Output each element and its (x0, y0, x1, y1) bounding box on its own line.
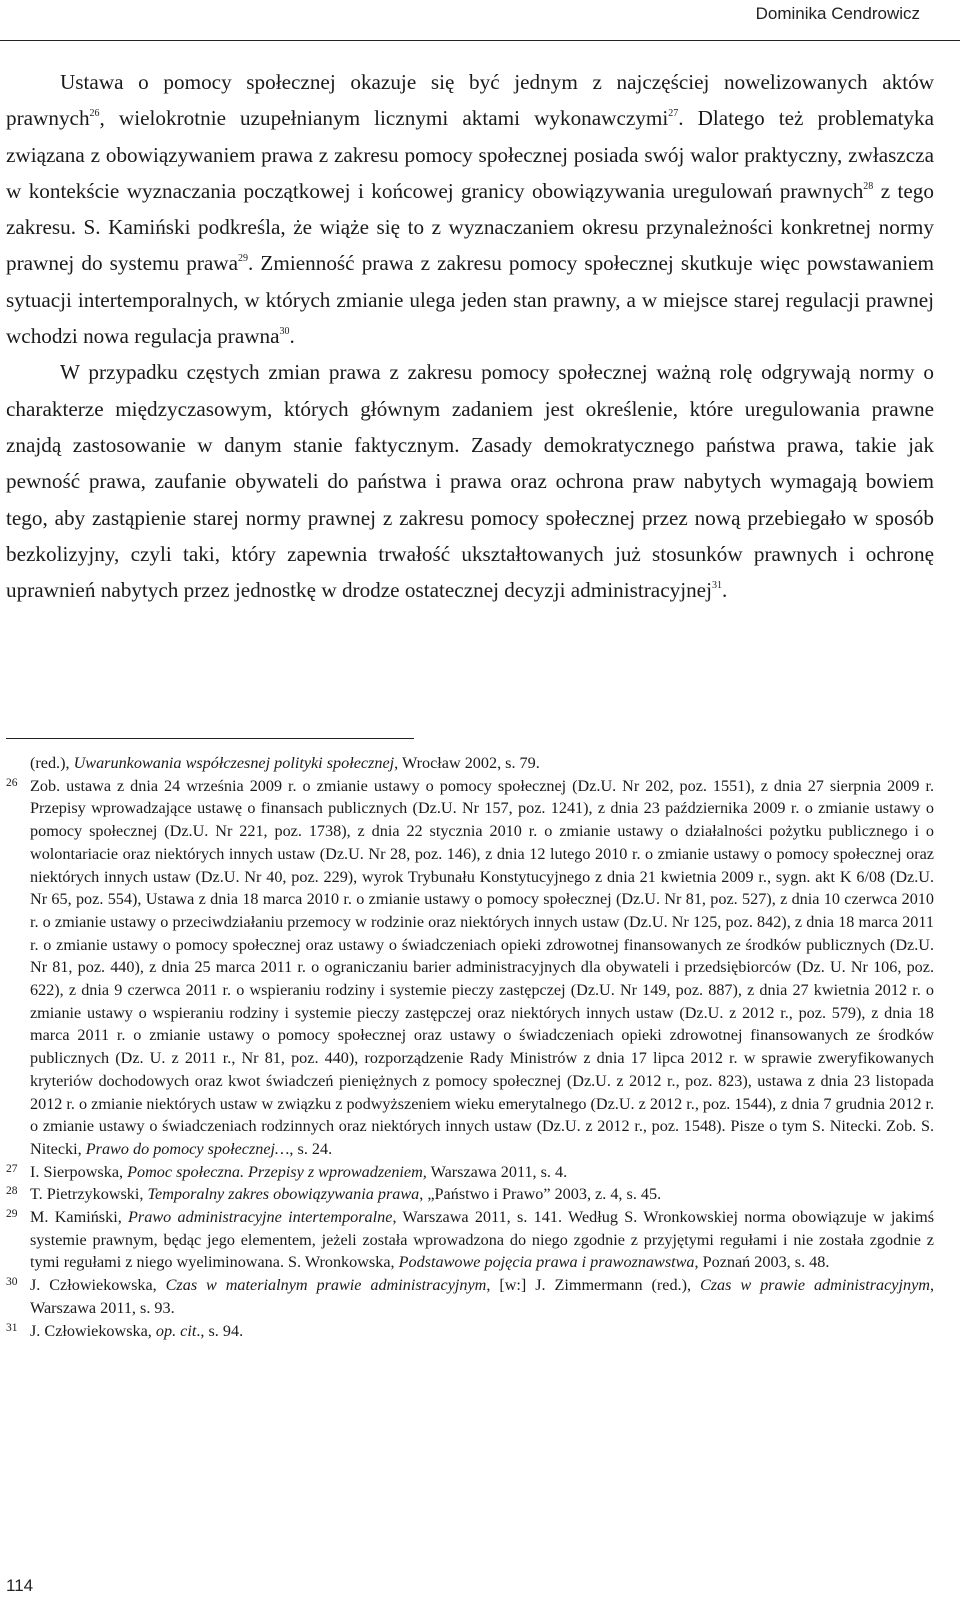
footnote-number: 31 (6, 1321, 18, 1334)
paragraph-2: W przypadku częstych zmian prawa z zakresu pomocy społecznej ważną rolę odgrywają normy o charakterze międzyczasowym, których głównym zadaniem jest określenie, które uregulowania prawne znajdą zastosowanie w danym stanie faktycznym. Zasady demokratycznego państwa prawa, takie jak pewność prawa, zaufanie obywateli do państwa i prawa oraz ochrona praw nabytych wymagają bowiem tego, aby zastąpienie starej normy prawnej z zakresu pomocy społecznej przez nową przebiegało w sposób bezkolizyjny, czyli taki, który zapewnia trwałość ukształtowanych już stosunków prawnych i ochronę uprawnień nabytych przez jednostkę w drodze ostatecznej decyzji administracyjnej$^{31}$. (6, 360, 934, 603)
footnote-ref-27[interactable]: 27 (668, 108, 679, 120)
footnote-ref-30[interactable]: 30 (279, 326, 290, 338)
footnote-26: 26 Zob. ustawa z dnia 24 września 2009 r. o zmianie ustawy o pomocy społecznej (Dz.U. Nr 202, poz. 1551), z dnia 27 sierpnia 2009 r. Przepisy wprowadzające ustawę o finansach publicznych (Dz.U. Nr 157, poz. 1241), z dnia 23 października 2009 r. o zmianie ustawy o pomocy społecznej (Dz.U. Nr 221, poz. 1738), z dnia 22 stycznia 2010 r. o zmianie ustawy o działalności pożytku publicznego i o wolontariacie oraz niektórych innych ustaw (Dz.U. Nr 28, poz. 146), z dnia 12 lutego 2010 r. o zmianie ustawy o pomocy społecznej oraz niektórych innych ustaw (Dz.U. Nr 40, poz. 229), wyrok Trybunału Konstytucyjnego z dnia 21 kwietnia 2009 r., sygn. akt K 6/08 (Dz.U. Nr 65, poz. 554), Ustawa z dnia 18 marca 2010 r. o zmianie ustawy o pomocy społecznej (Dz.U. Nr 81, poz. 527), z dnia 10 czerwca 2010 r. o zmianie ustawy o przeciwdziałaniu przemocy w rodzinie oraz niektórych innych ustaw (Dz.U. Nr 125, poz. 842), z dnia 18 marca 2011 r. o zmianie ustawy o pomocy społecznej oraz ustawy o świadczeniach opieki zdrowotnej finansowanych ze środków publicznych (Dz.U. Nr 81, poz. 440), z dnia 25 marca 2011 r. o ograniczaniu barier administracyjnych dla obywateli i przedsiębiorców (Dz. U. Nr 106, poz. 622), z dnia 9 czerwca 2011 r. o wspieraniu rodziny i systemie pieczy zastępczej (Dz.U. Nr 149, poz. 887), z dnia 27 kwietnia 2012 r. o zmianie ustawy o wspieraniu rodziny i systemie pieczy zastępczej oraz niektórych innych ustaw (Dz.U. z 2012 r., poz. 579), z dnia 18 marca 2011 r. o zmianie ustawy o pomocy społecznej oraz ustawy o świadczeniach opieki zdrowotnej finansowanych ze środków publicznych (Dz. U. z 2011 r., Nr 81, poz. 440), rozporządzenie Rady Ministrów z dnia 17 lipca 2012 r. w sprawie zweryfikowanych kryteriów dochodowych oraz kwot świadczeń pieniężnych z pomocy społecznej (Dz.U. z 2012 r., poz. 823), ustawa z dnia 23 listopada 2012 r. o zmianie niektórych ustaw w związku z podwyższeniem wieku emerytalnego (Dz.U. z 2012 r., poz. 1544), z dnia 7 grudnia 2012 r. o zmianie ustawy o świadczeniach rodzinnych oraz niektórych innych ustaw (Dz.U. z 2012 r., poz. 1548). Pisze o tym S. Nitecki. Zob. S. Nitecki, Prawo do pomocy społecznej…, s. 24. (6, 775, 934, 1161)
footnote-29: 29 M. Kamiński, Prawo administracyjne intertemporalne, Warszawa 2011, s. 141. Według S. Wronkowskiej norma obowiązuje w jakimś systemie prawnym, będąc jego elementem, jeżeli została wprowadzona do niego zgodnie z przyjętymi regułami i nie została zgodnie z tymi regułami z niego wyeliminowana. S. Wronkowska, Podstawowe pojęcia prawa i prawoznawstwa, Poznań 2003, s. 48. (6, 1206, 934, 1274)
footnote-ref-28[interactable]: 28 (863, 180, 874, 192)
paragraph-1: Ustawa o pomocy społecznej okazuje się być jednym z najczęściej nowelizowanych aktów prawnych$^{26}$, wielokrotnie uzupełnianym licznymi aktami wykonawczymi$^{27}$. Dlatego też problematyka związana z obowiązywaniem prawa z zakresu pomocy społecznej posiada swój walor praktyczny, zwłaszcza w kontekście wyznaczania początkowej i końcowej granicy obowiązywania uregulowań prawnych$^{28}$ z tego zakresu. S. Kamiński podkreśla, że wiąże się to z wyznaczaniem okresu przynależności konkretnej normy prawnej do systemu prawa$^{29}$. Zmienność prawa z zakresu pomocy społecznej skutkuje więc powstawaniem sytuacji intertemporalnych, w których zmianie ulega jeden stan prawny, a w miejsce starej regulacji prawnej wchodzi nowa regulacja prawna$^{30}$. (6, 70, 934, 349)
page-number: 114 (6, 1576, 34, 1595)
page-header (0, 0, 960, 41)
footnote-28: 28 T. Pietrzykowski, Temporalny zakres obowiązywania prawa, „Państwo i Prawo” 2003, z. 4, s. 45. (6, 1183, 934, 1206)
footnote-ref-29[interactable]: 29 (238, 253, 249, 265)
running-head-author: Dominika Cendrowicz (755, 4, 920, 23)
footnote-number: 26 (6, 776, 18, 789)
footnote-ref-26[interactable]: 26 (89, 108, 100, 120)
footnote-number: 30 (6, 1276, 18, 1289)
footnote-separator (6, 738, 414, 739)
footnote-number: 28 (6, 1185, 18, 1198)
footnote-number: 27 (6, 1162, 18, 1175)
footnotes (6, 752, 934, 1342)
footnote-ref-31[interactable]: 31 (711, 580, 722, 592)
footnote-30: 30 J. Człowiekowska, Czas w materialnym prawie administracyjnym, [w:] J. Zimmermann (red.), Czas w prawie administracyjnym, Warszawa 2011, s. 93. (6, 1274, 934, 1319)
footnote-31: 31 J. Człowiekowska, op. cit., s. 94. (6, 1320, 934, 1343)
footnote-continuation: (red.), Uwarunkowania współczesnej polityki społecznej, Wrocław 2002, s. 79. (30, 754, 540, 772)
main-text (6, 64, 934, 608)
footnote-number: 29 (6, 1208, 18, 1221)
footnote-27: 27 I. Sierpowska, Pomoc społeczna. Przepisy z wprowadzeniem, Warszawa 2011, s. 4. (6, 1161, 934, 1184)
